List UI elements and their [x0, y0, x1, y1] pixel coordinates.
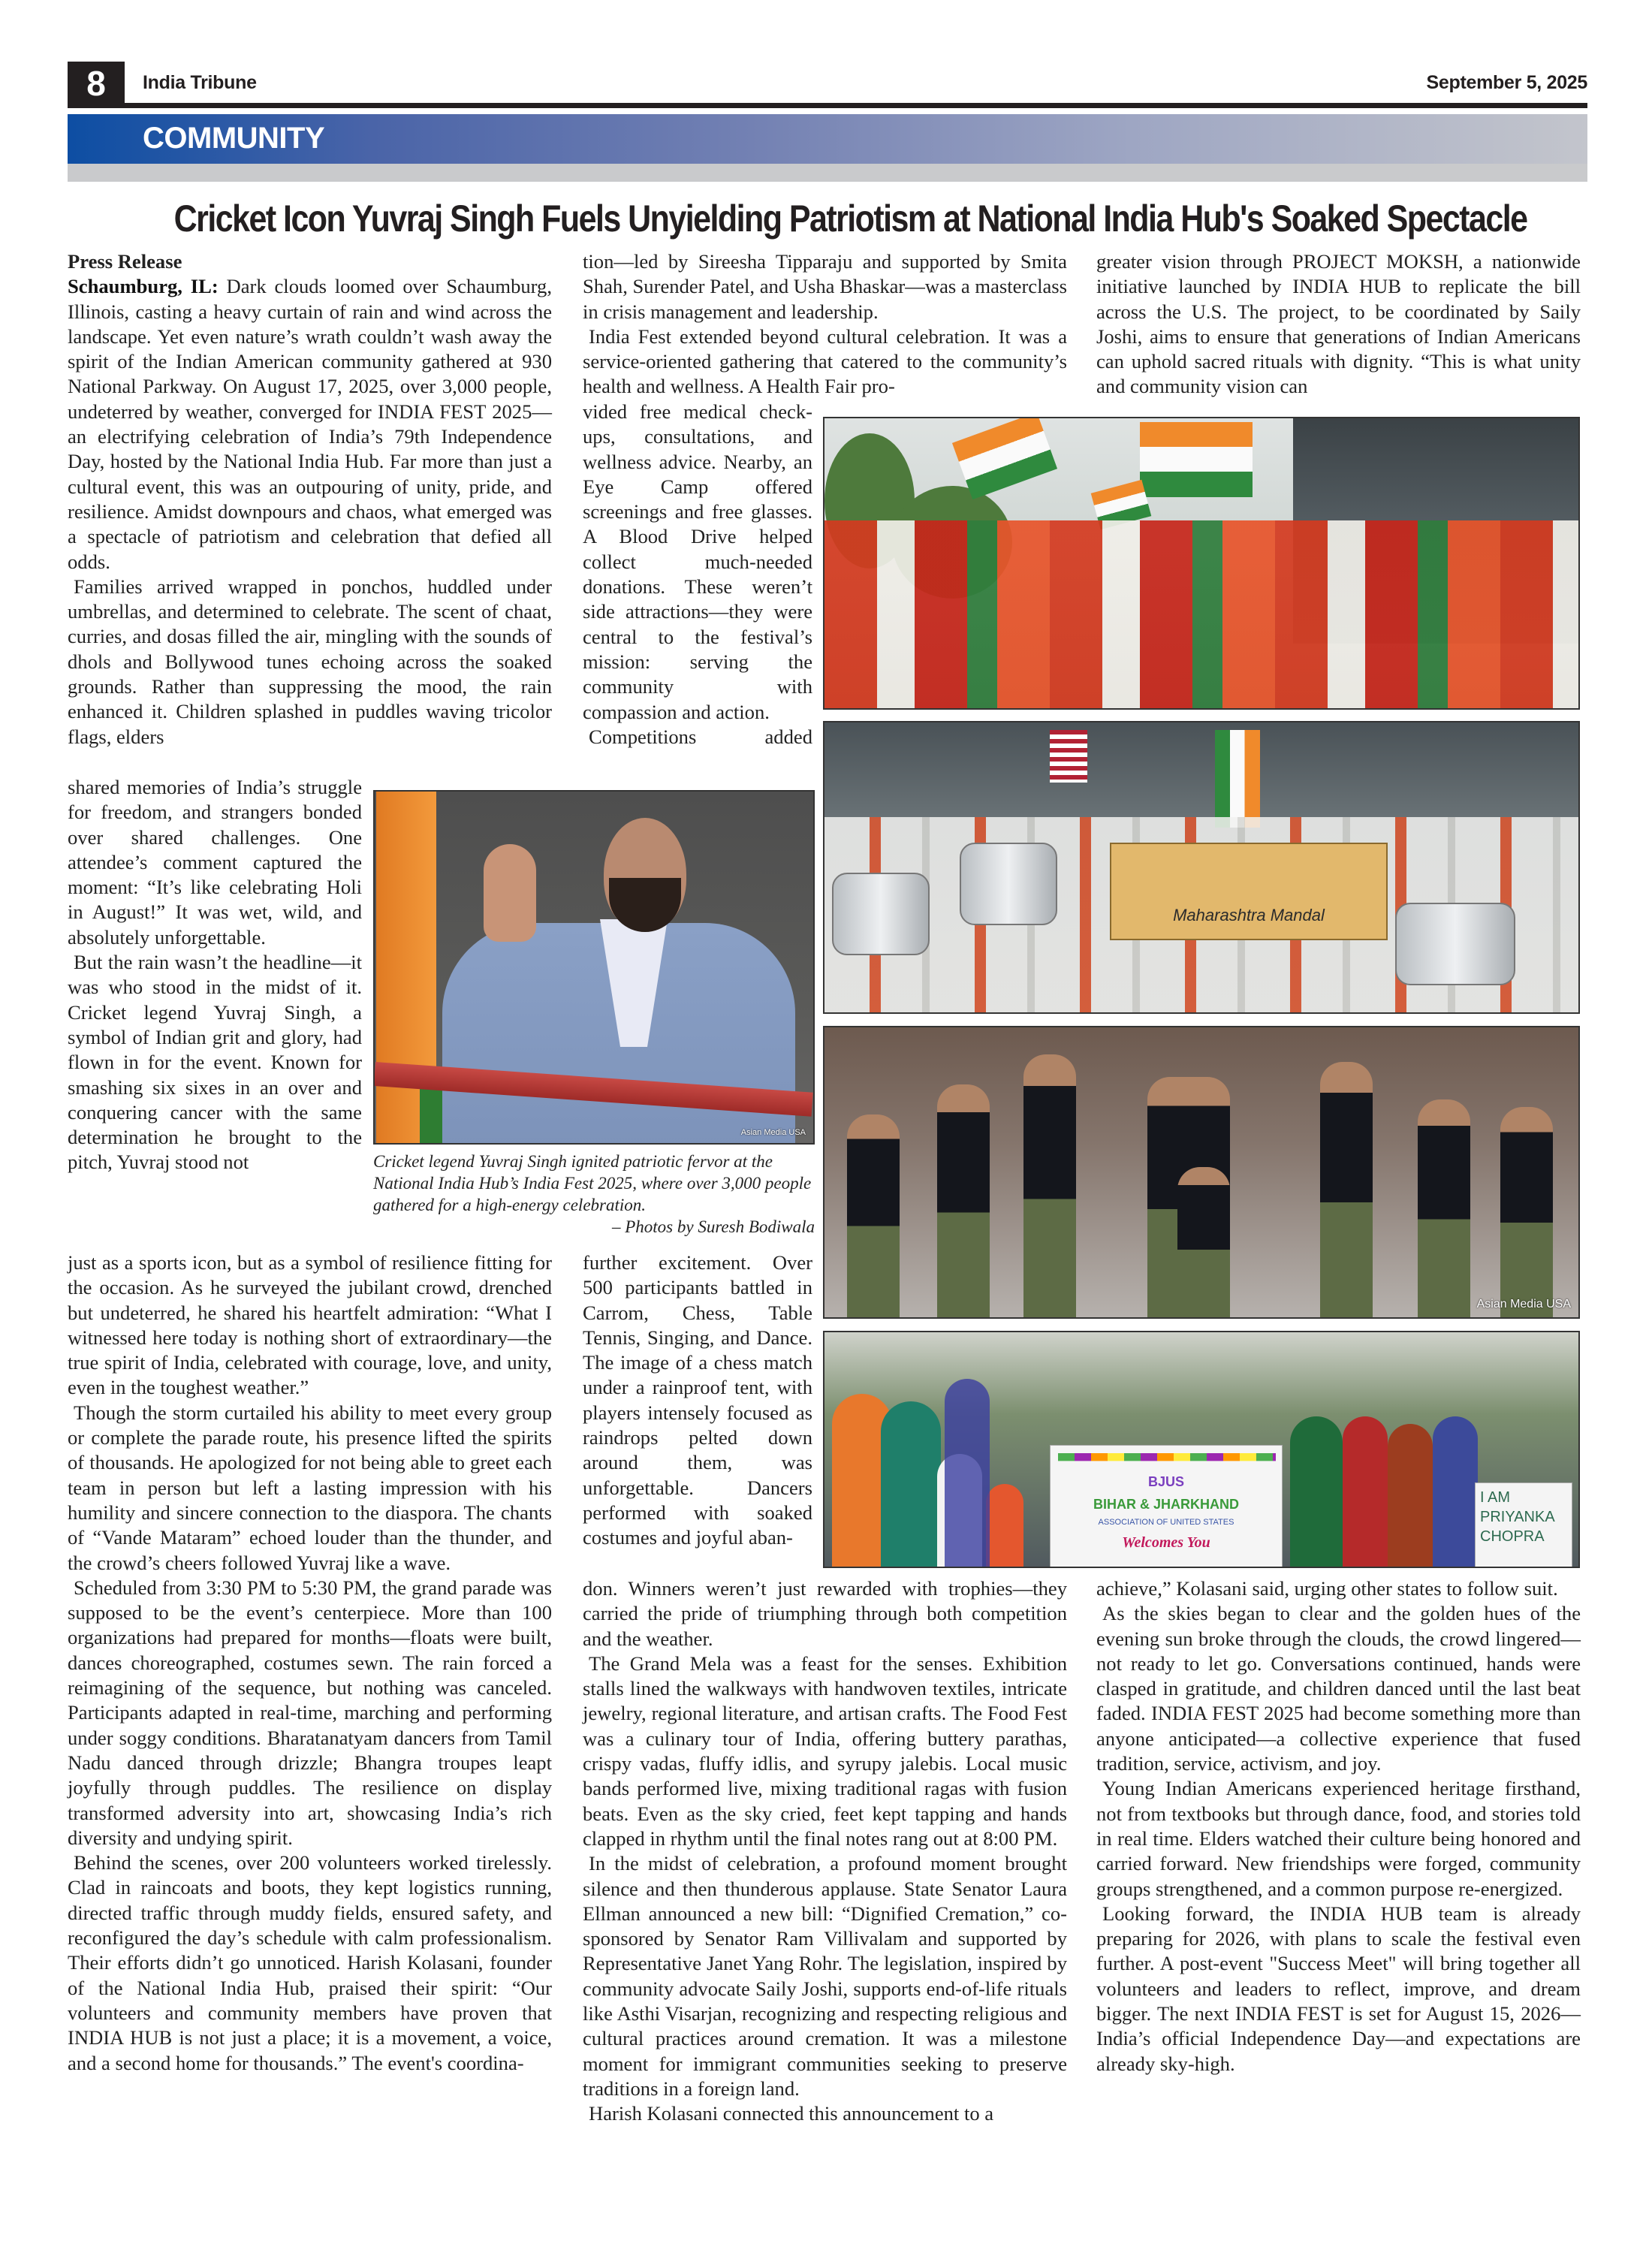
paragraph: But the rain wasn’t the headline—it was who stood in the midst of it. Cricket legend Yuvraj Singh, a symbol of Indian grit and glory, had flown in for the event. Known for smashing six sixes in an over and conquering cancer with the same determination he brought to the pitch, Yuvraj stood not — [68, 951, 362, 1174]
bjus-banner — [1050, 1445, 1283, 1568]
caption-text: Cricket legend Yuvraj Singh ignited patriotic fervor at the National India Hub’s India Fest 2025, where over 3,000 people gathered for a high-energy celebration. — [373, 1152, 812, 1214]
photo-caption — [373, 1151, 815, 1238]
person — [881, 1401, 941, 1567]
paragraph: greater vision through PROJECT MOKSH, a nationwide initiative launched by INDIA HUB to replicate the bill across the U.S. The project, to be coordinated by Saily Joshi, aims to ensure that generations of Indian Americans can uphold sacred rituals with dignity. “This is what unity and community vision can — [1096, 250, 1581, 398]
drum-icon — [1395, 903, 1515, 985]
dancer — [937, 1084, 990, 1317]
banner-text: Maharashtra Mandal — [1173, 906, 1325, 924]
person — [986, 1484, 1023, 1567]
indian-flag-icon — [1140, 422, 1253, 497]
paragraph: tion—led by Sireesha Tipparaju and supported by Smita Shah, Surender Patel, and Usha Bhaskar—was a masterclass in crisis management and leadership. — [583, 250, 1067, 323]
dancer — [1500, 1107, 1553, 1317]
paragraph: Young Indian Americans experienced heritage firsthand, not from textbooks but through dance, food, and stories told in real time. Elders watched their culture being honored and carried forward. New friendships were forged, community groups strengthened, and a common purpose re-energized. — [1096, 1777, 1581, 1900]
maharashtra-mandal-drums-photo — [823, 721, 1580, 1014]
paragraph: Schaumburg, IL: Dark clouds loomed over Schaumburg, Illinois, casting a heavy curtain of rain and wind across the landscape. Yet even nature’s wrath couldn’t wash away the spirit of the Indian American community gathered at 930 National Parkway. On August 17, 2025, over 3,000 people, undeterred by weather, converged for INDIA FEST 2025—an electrifying celebration of India’s 79th Independence Day, hosted by the National India Hub. Far more than just a cultural event, this was an outpouring of unity, pride, and resilience. Amidst downpours and chaos, what emerged was a spectacle of patriotism and celebration that defied all odds. — [68, 275, 552, 573]
paragraph: Competitions added — [589, 725, 812, 748]
masthead-rule — [68, 103, 1587, 108]
column-2-narrow — [583, 400, 812, 749]
indian-flag-icon — [1215, 730, 1260, 828]
paragraph: don. Winners weren’t just rewarded with trophies—they carried the pride of triumphing through both competition and the weather. — [583, 1577, 1067, 1650]
issue-date: September 5, 2025 — [1426, 72, 1587, 93]
dancer — [1177, 1167, 1230, 1317]
paragraph: India Fest extended beyond cultural celebration. It was a service-oriented gathering that catered to the community’s health and wellness. A Health Fair pro- — [583, 324, 1067, 398]
paragraph: Looking forward, the INDIA HUB team is already preparing for 2026, with plans to scale the festival even further. A post-event "Success Meet" will bring together all volunteers and leaders to reflect, improve, and dream bigger. The next INDIA FEST is set for August 15, 2026—India’s official Independence Day—and expectations are already sky-high. — [1096, 1902, 1581, 2075]
section-banner — [68, 114, 1587, 164]
column-2-bottom — [583, 1576, 1067, 2127]
person — [1433, 1416, 1478, 1567]
photo-credit: – Photos by Suresh Bodiwala — [611, 1217, 815, 1236]
person — [1290, 1416, 1343, 1567]
column-1-top — [68, 249, 552, 749]
crowd — [824, 520, 1578, 708]
column-2-top — [583, 249, 1067, 400]
column-1-narrow — [68, 775, 362, 1175]
column-1-bottom — [68, 1250, 552, 2076]
parade-women-flags-photo — [823, 417, 1580, 710]
banner-text: Welcomes You — [1122, 1534, 1210, 1551]
paragraph: just as a sports icon, but as a symbol of resilience fitting for the occasion. As he surveyed the jubilant crowd, drenched but undeterred, he shared his heartfelt admiration: “What I witnessed here today is nothing short of extraordinary—the true spirit of India, celebrated with courage, love, and unity, even in the toughest weather.” — [68, 1251, 552, 1399]
section-underbar — [68, 164, 1587, 182]
article-headline: Cricket Icon Yuvraj Singh Fuels Unyielding Patriotism at National India Hub's Soaked Spectacle — [173, 198, 1527, 240]
byline: Press Release — [68, 250, 182, 273]
yuvraj-singh-photo — [373, 790, 815, 1145]
paragraph: shared memories of India’s struggle for freedom, and strangers bonded over shared challenges. One attendee’s comment captured the moment: “It’s like celebrating Holi in August!” It was wet, wild, and absolutely unforgettable. — [68, 776, 362, 949]
person — [1388, 1424, 1433, 1567]
maharashtra-mandal-banner — [1110, 843, 1388, 940]
dancer — [847, 1114, 900, 1317]
photo-watermark: Asian Media USA — [740, 1128, 806, 1137]
bunting — [1058, 1453, 1276, 1473]
publication-name: India Tribune — [143, 72, 257, 93]
bjus-group-photo — [823, 1331, 1580, 1568]
paragraph: In the midst of celebration, a profound moment brought silence and then thunderous applause. State Senator Laura Ellman announced a new bill: “Dignified Cremation,” co-sponsored by Senator Ram Villivalam and supported by Representative Janet Yang Rohr. The legislation, inspired by community advocate Saily Joshi, supports end-of-life rituals like Asthi Visarjan, recognizing and respecting religious and cultural practices around cremation. It was a milestone moment for immigrant communities seeking to preserve traditions in a foreign land. — [583, 1852, 1067, 2100]
paragraph: achieve,” Kolasani said, urging other states to follow suit. — [1096, 1577, 1558, 1600]
paragraph: Families arrived wrapped in ponchos, huddled under umbrellas, and determined to celebrate. The scent of chaat, curries, and dosas filled the air, mingling with the sounds of dhols and Bollywood tunes echoing across the soaked grounds. Rather than suppressing the mood, the rain enhanced it. Children splashed in puddles waving tricolor flags, elders — [68, 575, 552, 748]
dancers-camouflage-photo — [823, 1026, 1580, 1319]
photo-watermark: Asian Media USA — [1476, 1298, 1571, 1310]
drum-icon — [832, 873, 930, 955]
column-3-bottom — [1096, 1576, 1581, 2077]
dancer — [1023, 1054, 1076, 1317]
paragraph: As the skies began to clear and the golden hues of the evening sun broke through the clouds, the crowd lingered—not ready to let go. Conversations continued, hands were clasped in gratitude, and children danced until the last beat faded. INDIA FEST 2025 had become something more than anyone anticipated—a collective experience that fused tradition, service, activism, and joy. — [1096, 1602, 1581, 1775]
waving-hand-shape — [484, 844, 536, 942]
column-3-top — [1096, 249, 1581, 400]
banner-text: BJUS — [1147, 1474, 1184, 1489]
indian-flag-icon — [952, 417, 1057, 499]
page-number: 8 — [68, 62, 125, 105]
us-flag-icon — [1050, 730, 1087, 783]
person — [945, 1379, 990, 1567]
priyanka-sign: I AM PRIYANKA CHOPRA — [1475, 1482, 1572, 1568]
section-label: COMMUNITY — [143, 122, 325, 155]
drum-icon — [960, 843, 1057, 925]
paragraph: further excitement. Over 500 participants battled in Carrom, Chess, Table Tennis, Singing, and Dance. The image of a chess match under a rainproof tent, with players intensely focused as raindrops pelted down around them, was unforgettable. Dancers performed with soaked costumes and joyful aban- — [583, 1251, 812, 1549]
person — [1343, 1416, 1388, 1567]
dancer — [1320, 1062, 1373, 1317]
column-2-narrow-lower — [583, 1250, 812, 1551]
paragraph: Harish Kolasani connected this announcement to a — [589, 2102, 994, 2125]
paragraph: The Grand Mela was a feast for the senses. Exhibition stalls lined the walkways with handwoven textiles, intricate jewelry, regional literature, and artisan crafts. The Food Fest was a culinary tour of India, offering buttery parathas, crispy vadas, fluffy idlis, and syrupy jalebis. Local music bands performed live, mixing traditional ragas with fusion beats. Even as the sky cried, feet kept tapping and hands clapped in rhythm until the final notes rang out at 8:00 PM. — [583, 1651, 1067, 1850]
masthead — [68, 62, 1587, 105]
dateline: Schaumburg, IL: — [68, 275, 219, 298]
paragraph: Though the storm curtailed his ability to meet every group or complete the parade route, his presence lifted the spirits of thousands. He apologized for not being able to greet each team in person but left a lasting impression with his humility and sincere connection to the diaspora. The chants of “Vande Mataram” echoed louder than the thunder, and the crowd’s cheers followed Yuvraj like a wave. — [68, 1401, 552, 1574]
paragraph: Scheduled from 3:30 PM to 5:30 PM, the grand parade was supposed to be the event’s centerpiece. More than 100 organizations had prepared for months—floats were built, dances choreographed, costumes sewn. The rain forced a reimagining of the sequence, but nothing was canceled. Participants adapted in real-time, marching and performing under soggy conditions. Bharatanatyam dancers from Tamil Nadu danced through drizzle; Bhangra troupes leapt joyfully through puddles. The resilience on display transformed adversity into art, showcasing India’s rich diversity and undying spirit. — [68, 1576, 552, 1849]
dancer — [1418, 1099, 1470, 1317]
banner-text: ASSOCIATION OF UNITED STATES — [1098, 1518, 1234, 1527]
paragraph: Behind the scenes, over 200 volunteers worked tirelessly. Clad in raincoats and boots, they kept logistics running, directed traffic through muddy fields, ensured safety, and reconfigured the day’s schedule with calm professionalism. Their efforts didn’t go unnoticed. Harish Kolasani, founder of the National India Hub, praised their spirit: “Our volunteers and community members have proven that INDIA HUB is not just a place; it is a movement, a voice, and a second home for thousands.” The event's coordina- — [68, 1851, 552, 2074]
banner-text: BIHAR & JHARKHAND — [1093, 1497, 1239, 1512]
paragraph: vided free medical check-ups, consultations, and wellness advice. Nearby, an Eye Camp offered screenings and free glasses. A Blood Drive helped collect much-needed donations. These weren’t side attractions—they were central to the festival’s mission: serving the community with compassion and action. — [583, 400, 812, 723]
